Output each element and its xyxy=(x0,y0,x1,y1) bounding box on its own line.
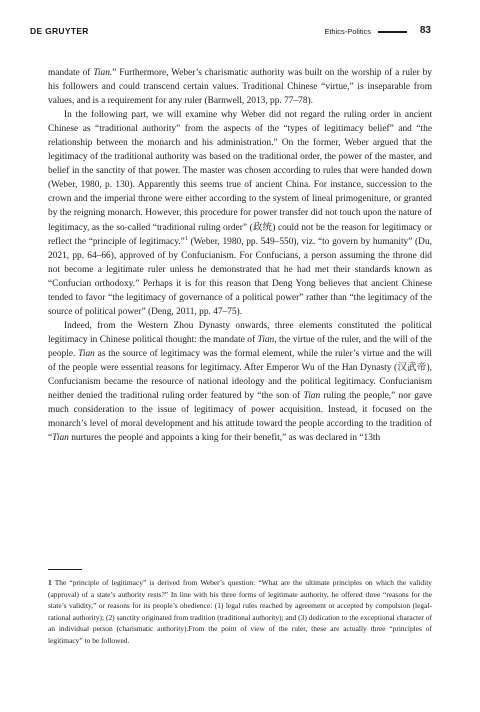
paragraph-1: mandate of Tian.” Furthermore, Weber’s charismatic authority was built on the worship of a ruler by his followers and could transcend certain values. Traditional Chinese “virtue,” is inseparable from values, and is a requirement for any ruler (Barnwell, 2013, pp. 77–78). xyxy=(48,68,432,107)
footnote-number: 1 xyxy=(48,578,52,587)
body-text xyxy=(48,66,432,445)
footnote xyxy=(48,577,432,646)
header-rule xyxy=(378,31,407,33)
running-title: Ethics-Politics xyxy=(324,27,371,36)
footnote-ref[interactable]: 1 xyxy=(184,235,188,242)
paragraph-2: In the following part, we will examine why Weber did not regard the ruling order in ancient Chinese as “traditional authority” from the aspects of the “types of legitimacy belief” and “the relationship between the monarch and his administration.” On the former, Weber argued that the legitimacy of the traditional authority was based on the traditional order, the power of the master, and belief in the sanctity of that power. The master was chosen according to rules that were handed down (Weber, 1980, p. 130). Apparently this seems true of ancient China. For instance, succession to the crown and the imperial throne were either according to the system of lineal primogeniture, or granted by the reigning monarch. However, this procedure for power transfer did not touch upon the nature of legitimacy, as the so-called “traditional ruling order” (政统) could not be the reason for legitimacy or reflect the “principle of legitimacy.”$^1$ (Weber, 1980, pp. 549–550), viz. “to govern by humanity” (Du, 2021, pp. 64–66), approved of by Confucianism. For Confucians, a person assuming the throne did not become a legitimate ruler unless he demonstrated that he had met their standards known as “Confucian orthodoxy.” Perhaps it is for this reason that Deng Yong believes that ancient Chinese tended to favor “the legitimacy of governance of a political power” rather than “the legitimacy of the source of political power” (Deng, 2011, pp. 47–75). xyxy=(48,110,432,317)
running-header xyxy=(30,26,431,40)
publisher-name: DE GRUYTER xyxy=(30,26,89,36)
paragraph-3: Indeed, from the Western Zhou Dynasty onwards, three elements constituted the political legitimacy in Chinese political thought: the mandate of Tian, the virtue of the ruler, and the will of the people. Tian as the source of legitimacy was the formal element, while the ruler’s virtue and the will of the people were essential reasons for legitimacy. After Emperor Wu of the Han Dynasty (汉武帝), Confucianism became the resource of national ideology and the political legitimacy. Confucianism neither denied the traditional ruling order featured by “the son of Tian ruling the people,” nor gave much consideration to the issue of legitimacy of power acquisition. Instead, it focused on the monarch’s level of moral development and his attitude toward the people according to the tradition of “Tian nurtures the people and appoints a king for their benefit,” as was declared in “13th xyxy=(48,320,432,444)
footnote-separator xyxy=(48,569,82,570)
page-number: 83 xyxy=(419,25,431,36)
footnote-text: The “principle of legitimacy” is derived from Weber’s question: “What are the ultimate principles on which the validity (approval) of a state’s authority rests?” In line with his three forms of legitimate authority, he offered three “reasons for the state’s validity,” or reasons for its people’s obedience: (1) legal rules reached by agreement or accepted by compulsion (legal-rational authority); (2) sanctity originated from tradition (traditional authority); and (3) dedication to the exceptional character of an individual person (charismatic authority).From the point of view of the ruler, these are actually three “principles of legitimacy” to be followed. xyxy=(48,578,432,645)
